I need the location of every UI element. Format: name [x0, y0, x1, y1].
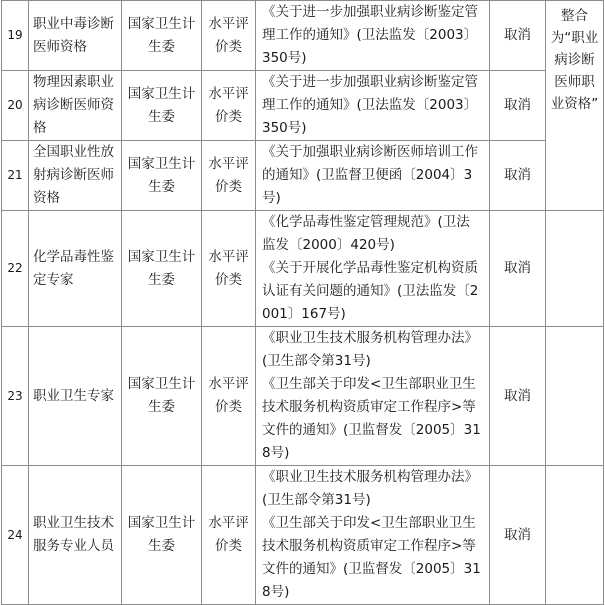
basis-line: 《职业卫生技术服务机构管理办法》(卫生部令第31号)	[262, 469, 478, 508]
department: 国家卫生计生委	[122, 141, 202, 211]
qualification-type: 水平评价类	[202, 466, 256, 605]
action: 取消	[490, 211, 546, 327]
merge-note: 整合为“职业病诊断医师职业资格”	[546, 1, 604, 211]
row-number: 21	[2, 141, 29, 211]
row-number: 19	[2, 1, 29, 71]
department: 国家卫生计生委	[122, 327, 202, 466]
row-number: 24	[2, 466, 29, 605]
qualification-type: 水平评价类	[202, 211, 256, 327]
basis-line: 《职业卫生技术服务机构管理办法》(卫生部令第31号)	[262, 330, 478, 369]
legal-basis	[256, 71, 490, 141]
empty-note	[546, 211, 604, 327]
row-number: 20	[2, 71, 29, 141]
action: 取消	[490, 141, 546, 211]
basis-line: 《关于进一步加强职业病诊断鉴定管理工作的通知》(卫法监发〔2003〕350号)	[262, 74, 478, 136]
qualification-name: 职业卫生专家	[29, 327, 122, 466]
legal-basis	[256, 327, 490, 466]
action: 取消	[490, 327, 546, 466]
row-number: 23	[2, 327, 29, 466]
basis-line: 《关于加强职业病诊断医师培训工作的通知》(卫监督卫便函〔2004〕3号)	[262, 144, 478, 206]
qualification-type: 水平评价类	[202, 327, 256, 466]
legal-basis	[256, 466, 490, 605]
empty-note	[546, 327, 604, 466]
basis-line: 《卫生部关于印发<卫生部职业卫生技术服务机构资质审定工作程序>等文件的通知》(卫监督发〔2005〕318号)	[262, 515, 481, 600]
qualification-type: 水平评价类	[202, 141, 256, 211]
qualification-name: 职业卫生技术服务专业人员	[29, 466, 122, 605]
department: 国家卫生计生委	[122, 1, 202, 71]
table-row	[2, 71, 604, 141]
qualification-type: 水平评价类	[202, 71, 256, 141]
qualification-type: 水平评价类	[202, 1, 256, 71]
department: 国家卫生计生委	[122, 71, 202, 141]
qualification-name: 物理因素职业病诊断医师资格	[29, 71, 122, 141]
basis-line: 《卫生部关于印发<卫生部职业卫生技术服务机构资质审定工作程序>等文件的通知》(卫监督发〔2005〕318号)	[262, 376, 481, 461]
qualification-name: 全国职业性放射病诊断医师资格	[29, 141, 122, 211]
table-row	[2, 1, 604, 71]
action: 取消	[490, 466, 546, 605]
legal-basis	[256, 141, 490, 211]
department: 国家卫生计生委	[122, 211, 202, 327]
table-row	[2, 327, 604, 466]
department: 国家卫生计生委	[122, 466, 202, 605]
table-row	[2, 211, 604, 327]
basis-line: 《关于开展化学品毒性鉴定机构资质认证有关问题的通知》(卫法监发〔2001〕167号)	[262, 260, 479, 322]
legal-basis	[256, 211, 490, 327]
qualification-table	[1, 0, 604, 605]
table-row	[2, 466, 604, 605]
action: 取消	[490, 1, 546, 71]
qualification-name: 化学品毒性鉴定专家	[29, 211, 122, 327]
row-number: 22	[2, 211, 29, 327]
legal-basis	[256, 1, 490, 71]
table-row	[2, 141, 604, 211]
empty-note	[546, 466, 604, 605]
action: 取消	[490, 71, 546, 141]
basis-line: 《化学品毒性鉴定管理规范》(卫法监发〔2000〕420号)	[262, 214, 470, 253]
basis-line: 《关于进一步加强职业病诊断鉴定管理工作的通知》(卫法监发〔2003〕350号)	[262, 4, 478, 66]
qualification-name: 职业中毒诊断医师资格	[29, 1, 122, 71]
